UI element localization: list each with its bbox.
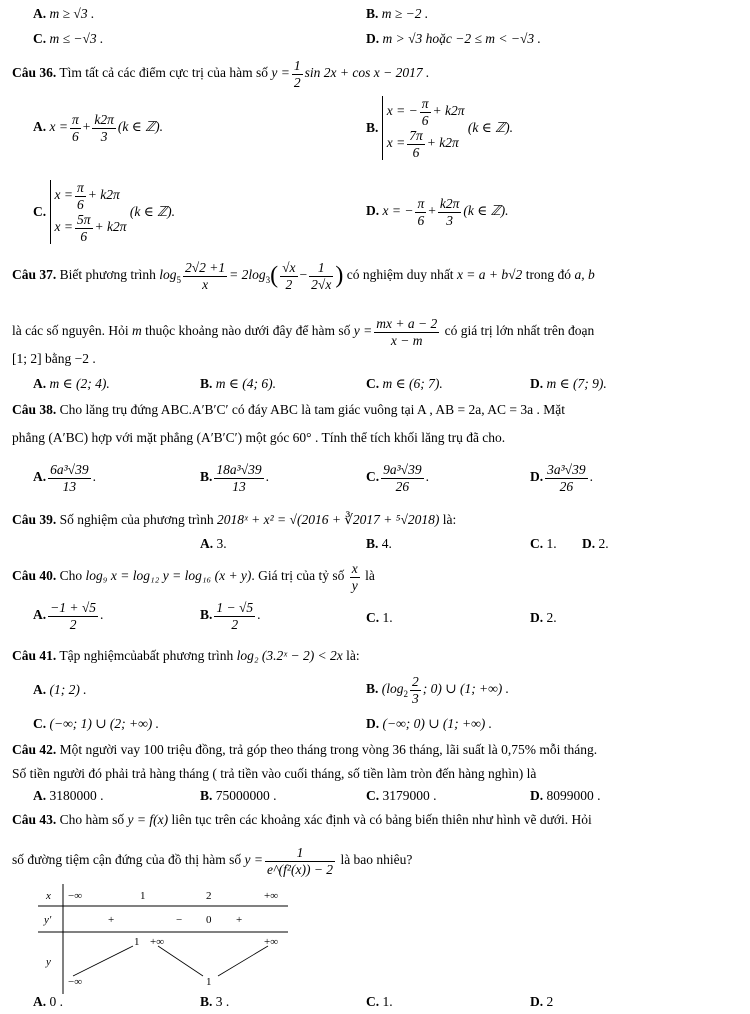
- table-y-value: −∞: [68, 976, 83, 988]
- q37-option-c: C. m ∈ (6; 7).: [366, 376, 443, 391]
- q39-option-c: C. 1.: [530, 536, 557, 551]
- table-y-value: 1: [206, 976, 212, 988]
- option-label: D.: [366, 31, 380, 46]
- q38-option-d: D. $\frac{\text{3a³√39}}{26}$ .: [530, 462, 593, 494]
- variation-table: [38, 884, 288, 994]
- table-x-value: +∞: [264, 890, 279, 902]
- q36-option-b: B. x = − $\frac{\pi}{6}$ + k2π x = $\frac{7\pi}{6}$ + k2π (k ∈ ℤ).: [366, 96, 514, 160]
- q39-option-b: B. 4.: [366, 536, 392, 551]
- q42-stem-line1: Câu 42. Một người vay 100 triệu đồng, trả góp theo tháng trong vòng 36 tháng, lãi suất là 0,75% mỗi tháng.: [12, 742, 598, 757]
- q41-option-b: B. ($\log_2$ $\frac{2}{3}$ ; 0) ∪ (1; +∞) .: [366, 674, 510, 706]
- table-yprime-value: −: [176, 914, 183, 926]
- option-text: m > √3 hoặc −2 ≤ m < −√3 .: [382, 31, 541, 46]
- option-text: m ≤ −√3 .: [49, 31, 104, 46]
- q43-option-d: D. 2: [530, 994, 554, 1009]
- q43-option-b: B. 3 .: [200, 994, 230, 1009]
- q40-option-d: D. 2.: [530, 610, 557, 625]
- q38-stem-line1: Câu 38. Cho lăng trụ đứng ABC.A′B′C′ có đáy ABC là tam giác vuông tại A , AB = 2a, AC = 3a . Mặt: [12, 402, 566, 417]
- table-x-value: 1: [140, 890, 146, 902]
- option-text: m ≥ √3 .: [49, 6, 95, 21]
- q37-option-d: D. m ∈ (7; 9).: [530, 376, 607, 391]
- q35-option-b: [366, 6, 428, 22]
- option-label: A.: [33, 119, 47, 135]
- option-label: B.: [366, 119, 379, 135]
- q41-option-c: C. (−∞; 1) ∪ (2; +∞) .: [33, 716, 160, 731]
- q40-option-b: B. $\frac{1 - √5}{2}$ .: [200, 600, 261, 632]
- fraction: $\frac{1}{2}$: [293, 58, 301, 90]
- table-yprime-value: +: [236, 914, 243, 926]
- q42-option-b: B. 75000000 .: [200, 788, 277, 803]
- q37-stem-line1: Câu 37. Biết phương trình $\log_5$ $\frac{2√2 +1}{x}$ = $2\log_3$( $\frac{√x}{2}$ − $\frac{1}{2√x}$ ) có nghiệm duy nhất x = a + b√2 trong đó a, b: [12, 260, 595, 292]
- q40-option-c: C. 1.: [366, 610, 393, 625]
- q37-stem-line2: là các số nguyên. Hỏi m thuộc khoảng nào dưới đây để hàm số y = $\frac{mx + a - 2}{x - m}$ có giá trị lớn nhất trên đoạn: [12, 316, 595, 348]
- option-label: A.: [33, 6, 47, 21]
- q36-stem: [12, 58, 429, 90]
- table-x-label: x: [46, 890, 51, 902]
- q38-stem-line2: phẳng (A′BC) hợp với mặt phẳng (A′B′C′) một góc 60° . Tính thể tích khối lăng trụ đã cho.: [12, 430, 506, 445]
- q39-option-a: A. 3.: [200, 536, 227, 551]
- q38-option-b: B. $\frac{\text{18a³√39}}{13}$ .: [200, 462, 269, 494]
- q37-stem-line3: [1; 2] bằng −2 .: [12, 351, 96, 366]
- q42-option-d: D. 8099000 .: [530, 788, 601, 803]
- table-y-value: 1: [134, 936, 140, 948]
- math-text: sin 2x + cos x − 2017 .: [304, 65, 430, 81]
- q35-option-c: [33, 31, 103, 47]
- q35-option-d: [366, 31, 541, 47]
- case-brace: x = − $\frac{\pi}{6}$ + k2π x = $\frac{7\pi}{6}$ + k2π: [382, 96, 465, 160]
- option-text: m ≥ −2 .: [381, 6, 429, 21]
- q35-option-a: [33, 6, 94, 22]
- arrow-up-1: [73, 946, 133, 976]
- q36-option-d: D. x = − $\frac{\pi}{6}$ + $\frac{k2\pi}{3}$ (k ∈ ℤ).: [366, 196, 509, 228]
- q42-stem-line2: Số tiền người đó phải trả hàng tháng ( trả tiền vào cuối tháng, số tiền làm tròn đến hàng nghìn) là: [12, 766, 537, 781]
- q39-stem: Câu 39. Số nghiệm của phương trình 2018ˣ + x² = √(2016 + ∛2017 + ⁵√2018) là:: [12, 512, 457, 527]
- q43-stem-line2: số đường tiệm cận đứng của đồ thị hàm số y = $\frac{1}{\text{e\textasciicircum{}(f²(x)) − 2}}$ là bao nhiêu?: [12, 845, 413, 877]
- table-yprime-value: 0: [206, 914, 212, 926]
- table-y-value: +∞: [264, 936, 279, 948]
- q40-option-a: A. $\frac{-1 + √5}{2}$ .: [33, 600, 104, 632]
- q43-option-c: C. 1.: [366, 994, 393, 1009]
- table-y-label: y: [46, 956, 51, 968]
- question-number: Câu 36.: [12, 65, 57, 81]
- q42-option-a: A. 3180000 .: [33, 788, 104, 803]
- q41-option-a: A. (1; 2) .: [33, 682, 87, 697]
- case-brace: x = $\frac{\pi}{6}$ + k2π x = $\frac{5\pi}{6}$ + k2π: [50, 180, 127, 244]
- q43-option-a: A. 0 .: [33, 994, 63, 1009]
- q41-stem: Câu 41. Tập nghiệmcủabất phương trình log₂ (3.2ˣ − 2) < 2x là:: [12, 648, 360, 663]
- question-text: Tìm tất cả các điểm cực trị của hàm số: [59, 65, 269, 81]
- arrow-down: [158, 946, 203, 976]
- option-label: B.: [366, 6, 379, 21]
- option-label: D.: [366, 203, 380, 219]
- q38-option-a: A. $\frac{\text{6a³√39}}{13}$ .: [33, 462, 96, 494]
- table-x-value: −∞: [68, 890, 83, 902]
- option-label: C.: [33, 203, 47, 219]
- q41-option-d: D. (−∞; 0) ∪ (1; +∞) .: [366, 716, 493, 731]
- q37-option-a: A. m ∈ (2; 4).: [33, 376, 110, 391]
- q37-option-b: B. m ∈ (4; 6).: [200, 376, 276, 391]
- math-text: y =: [271, 65, 290, 81]
- q36-option-a: A. x = $\frac{\pi}{6}$ + $\frac{k2\pi}{3}$ (k ∈ ℤ).: [33, 112, 164, 144]
- q36-option-c: C. x = $\frac{\pi}{6}$ + k2π x = $\frac{5\pi}{6}$ + k2π (k ∈ ℤ).: [33, 180, 176, 244]
- q42-option-c: C. 3179000 .: [366, 788, 437, 803]
- table-yprime-value: +: [108, 914, 115, 926]
- arrow-up-2: [218, 946, 268, 976]
- q39-option-d: D. 2.: [582, 536, 609, 551]
- option-label: C.: [33, 31, 47, 46]
- table-yprime-label: y′: [44, 914, 52, 926]
- table-x-value: 2: [206, 890, 212, 902]
- q38-option-c: C. $\frac{\text{9a³√39}}{26}$ .: [366, 462, 429, 494]
- table-y-value: +∞: [150, 936, 165, 948]
- q40-stem: Câu 40. Cho log₉ x = log₁₂ y = log₁₆ (x + y). Giá trị của tỷ số $\frac{x}{y}$ là: [12, 561, 375, 593]
- question-number: Câu 37.: [12, 267, 57, 283]
- q43-stem-line1: Câu 43. Cho hàm số y = f(x) liên tục trên các khoảng xác định và có bảng biến thiên như hình vẽ dưới. Hỏi: [12, 812, 592, 827]
